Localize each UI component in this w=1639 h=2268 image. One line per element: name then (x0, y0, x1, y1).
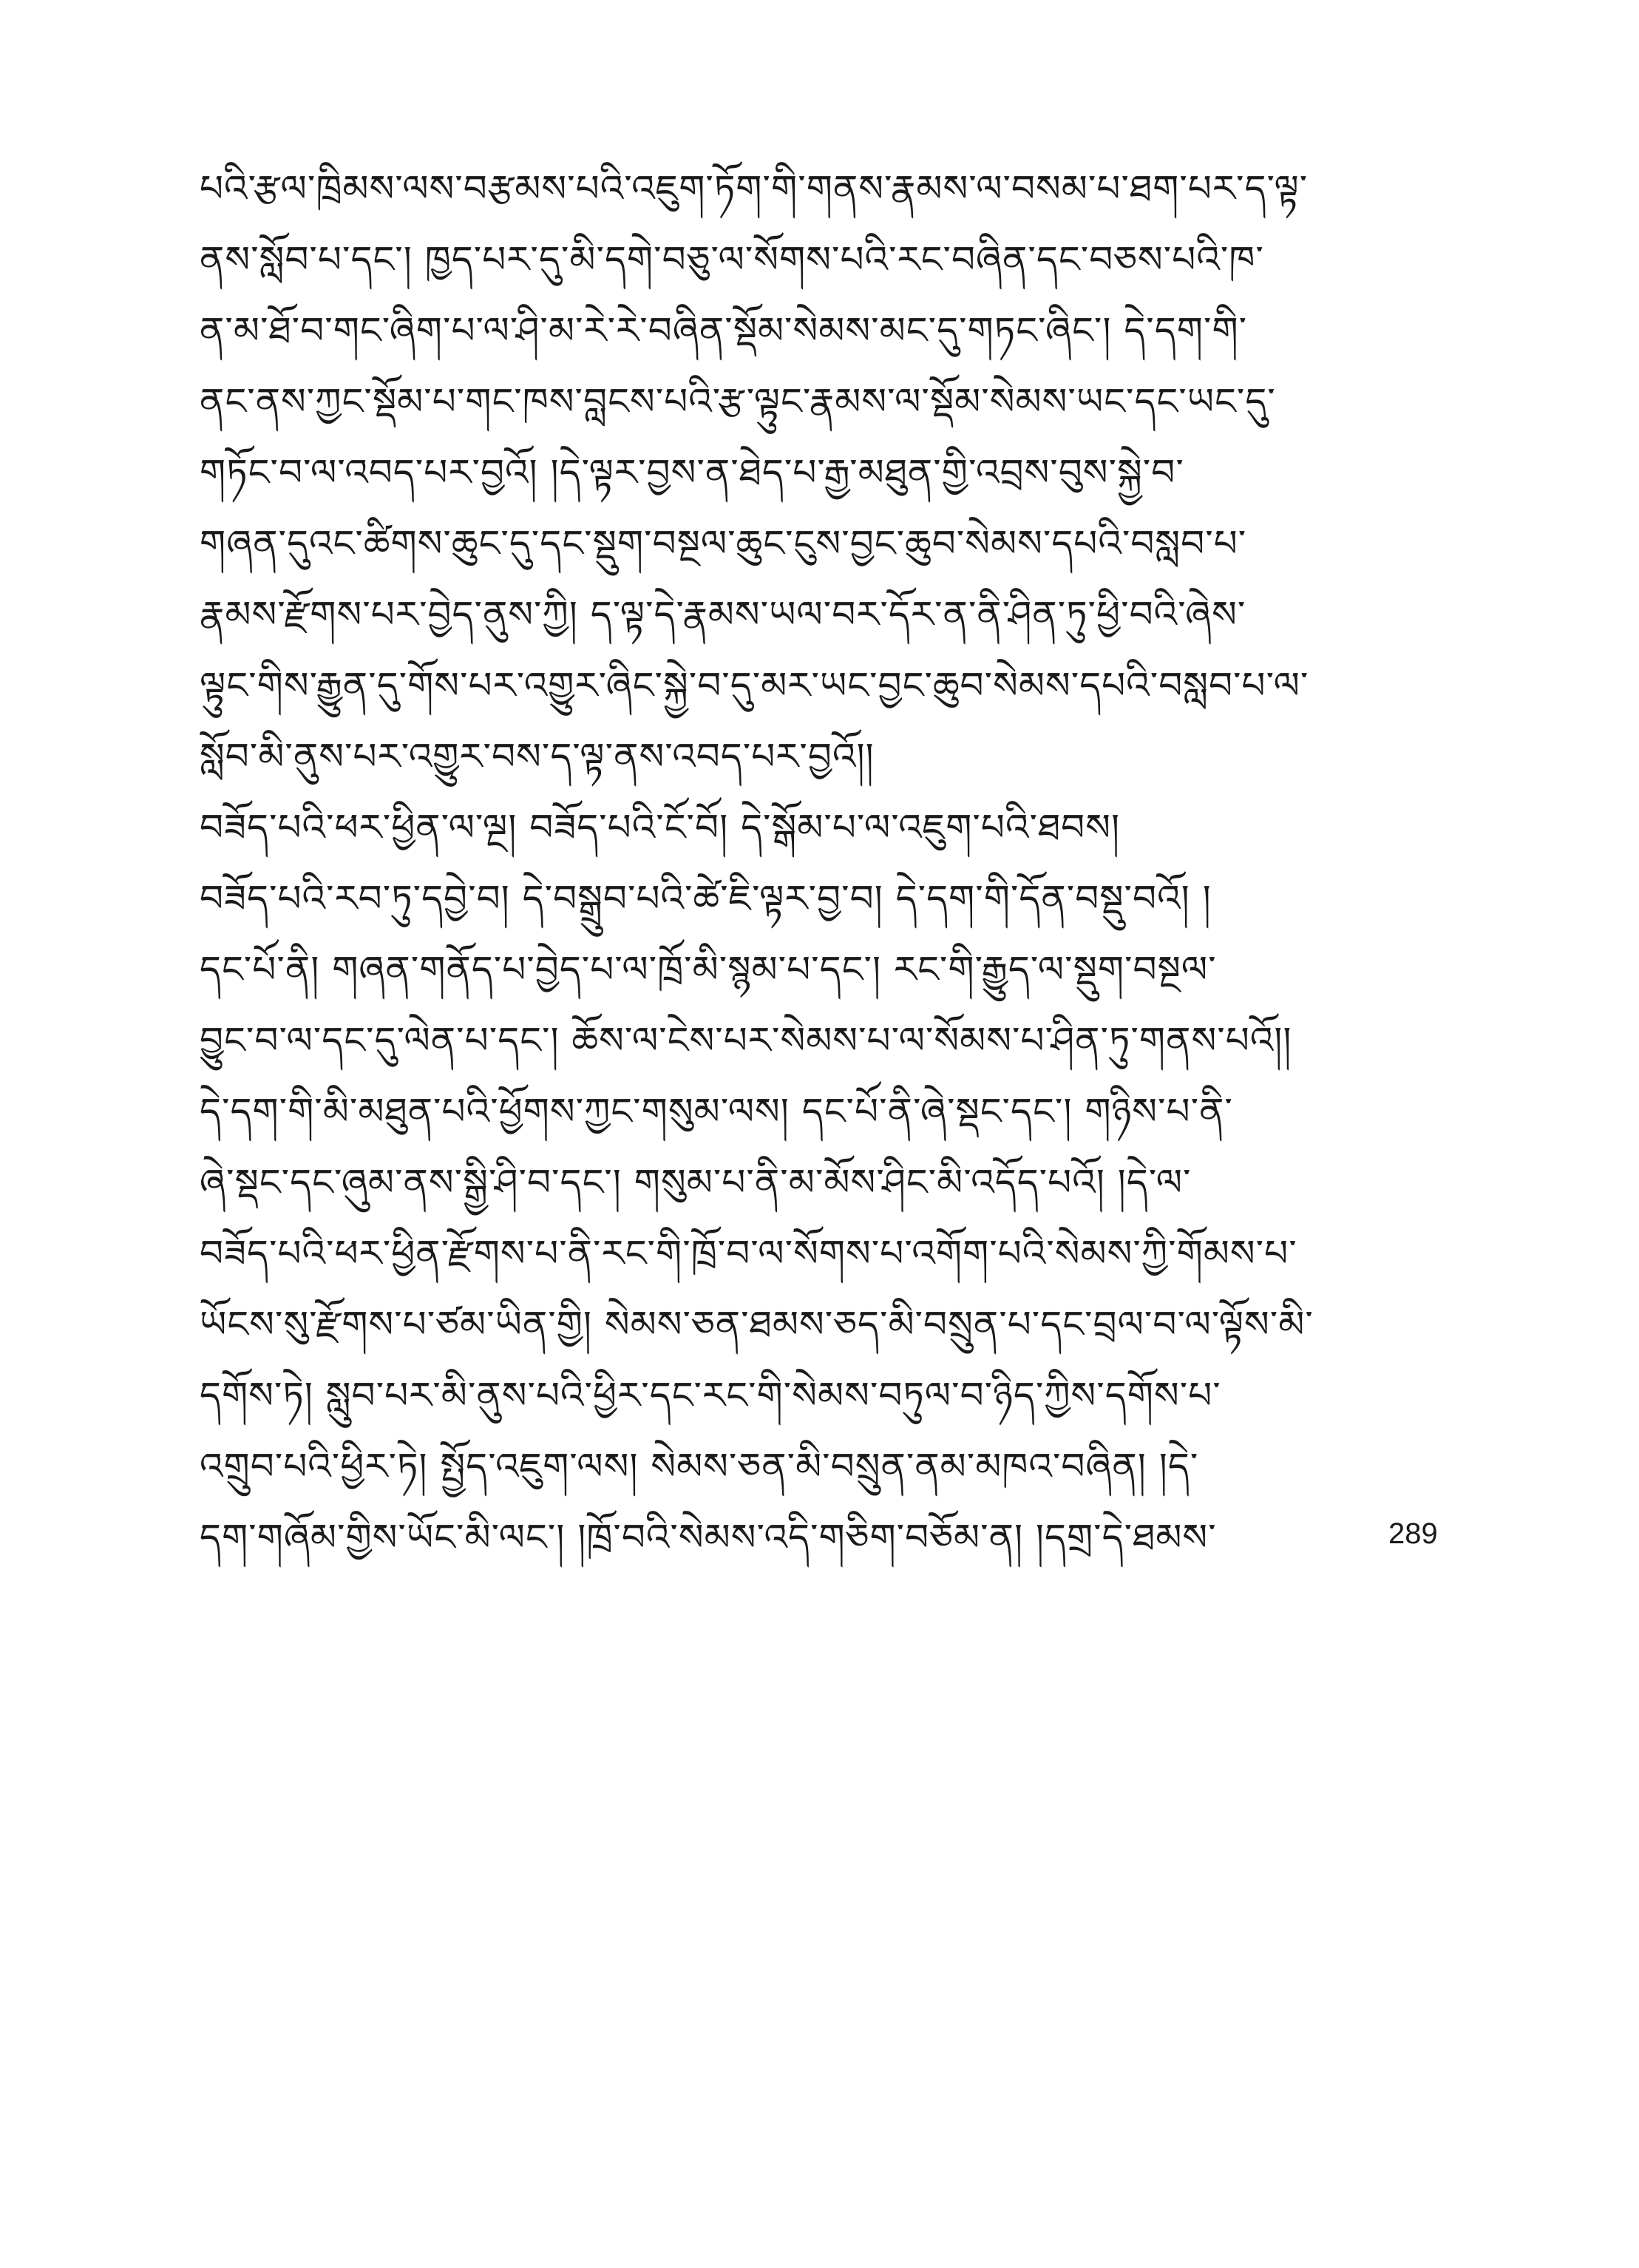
text-line: པའི་རྩལ་ཁྲིམས་ལས་བརྩམས་པའི་འཇུག་ཏོག་གི་གནས་རྣམས་ལ་བསམ་པ་ཐག་པར་ད་ལྟ་ (200, 167, 1309, 210)
text-line: གཏོང་བ་ལ་འབད་པར་བྱའོ། །དེ་ལྟར་བྱས་ན་ཐེད་པ་རྒྱ་མཐུན་གྱི་འབྲས་བུས་སྐྱེ་བ་ (200, 451, 1184, 494)
text-line: ཡོངས་སུ་རྫོགས་པ་ཙམ་ཡིན་གྱི། སེམས་ཅན་ཐམས་ཅད་མི་བསྲུན་པ་དང་བྲལ་བ་ལ་ལྟོས་མི་ (200, 1303, 1314, 1346)
text-line: དེ་དག་གི་མི་མཐུན་པའི་ཕྱོགས་ཀྱང་གསུམ་ལས། དང་པོ་ནི་ཞེ་སྡང་དང་། གཉིས་པ་ནི་ (200, 1090, 1233, 1133)
text-line: ནང་ནས་ཀྱང་སྡོམ་པ་གང་ཁས་བླངས་པའི་རྩ་ལྟུང་རྣམས་ལ་སྡོམ་སེམས་ཡང་དང་ཡང་དུ་ (200, 380, 1276, 423)
text-line: བཟོད་པའི་ཕར་ཕྱིན་ལ་ལྔ། བཟོད་པའི་ངོ་བོ། དེ་སྒོམ་པ་ལ་འཇུག་པའི་ཐབས། (200, 806, 1121, 849)
text-line: ནས་སློབ་པ་དང་། ཁྱད་པར་དུ་མི་དགེ་བཅུ་ལ་སོགས་པའི་རང་བཞིན་དང་བཅས་པའི་ཁ་ (200, 238, 1264, 281)
page-number: 289 (1388, 1517, 1438, 1550)
text-line: སློབ་མི་ནུས་པར་འགྱུར་བས་ད་ལྟ་ནས་འབད་པར་བྱའོ།། (200, 735, 875, 778)
text-line: བྱུང་བ་ལ་དང་དུ་ལེན་པ་དང་། ཆོས་ལ་ངེས་པར་སེམས་པ་ལ་སོམས་པ་ཤིན་ཏུ་གནས་པའོ།། (200, 1019, 1292, 1062)
text-line: དགོས་ཏེ། སླུབ་པར་མི་ནུས་པའི་ཕྱིར་དང་རང་གི་སེམས་བཏུལ་བ་ཉིད་ཀྱིས་དགོས་པ་ (200, 1374, 1221, 1417)
text-line: ན་མ་ཐོ་བ་གང་ཞིག་པ་ལ་ཤི་མ་རེ་རེ་བཞིན་སྡོམ་སེམས་མང་དུ་གཏང་ཞིང་། དེ་དག་གི་ (200, 309, 1248, 352)
text-line: རྣམས་རྫོགས་པར་བྱེད་ནུས་ཀྱི། ད་ལྟ་དེ་རྣམས་ཡལ་བར་དོར་ན་ནི་ཤིན་ཏུ་ཕྱི་བའི་ཞེས་ (200, 593, 1246, 636)
text-line: དག་གཞོམ་གྱིས་ཡོང་མི་ལང་། །ཁྲོ་བའི་སེམས་འདི་གཅིག་བཅོམ་ན། །དགྲ་དེ་ཐམས་ (200, 1516, 1217, 1559)
text-line: འགྲུབ་པའི་ཕྱིར་ཏེ། སྤྱོད་འཇུག་ལས། སེམས་ཅན་མི་བསྲུན་ནམ་མཁའ་བཞིན། །དེ་ (200, 1445, 1199, 1488)
text-line: ལྟུང་གིས་རྒྱུན་དུ་གོས་པར་འགྱུར་ཞིང་སྐྱེ་བ་དུ་མར་ཡང་བྱང་ཆུབ་སེམས་དཔའི་བསླབ་པ་ལ་ (200, 664, 1309, 707)
text-line: བཟོད་པའི་ཕར་ཕྱིན་རྫོགས་པ་ནི་རང་གི་ཁྲོ་བ་ལ་སོགས་པ་འགོག་པའི་སེམས་ཀྱི་གོམས་པ་ (200, 1232, 1297, 1275)
text-line: དང་པོ་ནི། གཞན་གནོད་པ་བྱེད་པ་ལ་ཁྲོ་མི་སྙམ་པ་དང་། རང་གི་རྒྱུད་ལ་སྡུག་བསྔལ་ (200, 948, 1217, 991)
text-line: བཟོད་པའི་རབ་ཏུ་དབྱེ་བ། དེ་བསྒྲུབ་པའི་ཚེ་ཇི་ལྟར་བྱ་བ། དེ་དག་གི་དོན་བསྡུ་བའོ། ། (200, 877, 1212, 920)
text-line: གཞན་དུའང་ཚིགས་ཆུང་དུ་དང་སྡུག་བསྔལ་ཆུང་ངུས་བྱང་ཆུབ་སེམས་དཔའི་བསླབ་པ་ (200, 522, 1247, 565)
text-line: ཞེ་སྡང་དང་ཞུམ་ནས་སྒྱི་ཤི་བ་དང་། གསུམ་པ་ནི་མ་མོས་ཤིང་མི་འདོད་པའོ། །དེ་ལ་ (200, 1161, 1192, 1204)
